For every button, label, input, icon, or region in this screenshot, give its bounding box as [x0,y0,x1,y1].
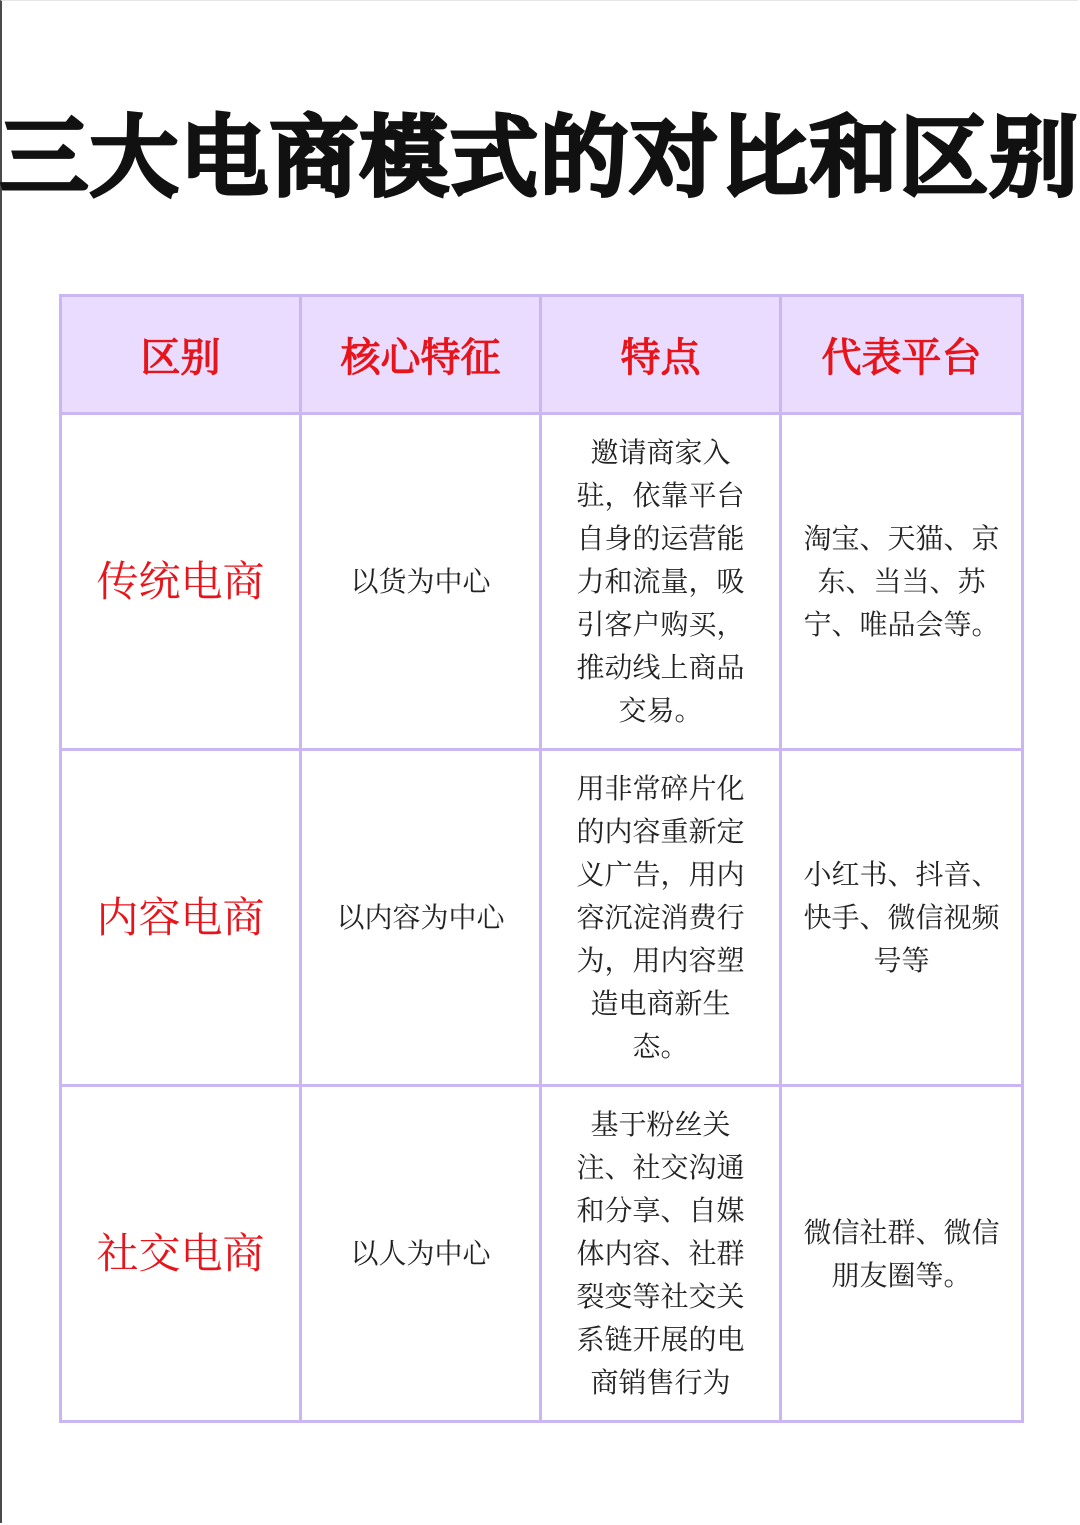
row-name: 传统电商 [61,414,301,750]
header-difference: 区别 [61,296,301,414]
comparison-table [59,294,1024,1423]
header-platforms: 代表平台 [781,296,1023,414]
row-core: 以内容为中心 [301,750,541,1086]
table-row [61,1086,1023,1422]
row-name: 内容电商 [61,750,301,1086]
table-header-row [61,296,1023,414]
row-core: 以货为中心 [301,414,541,750]
row-platforms: 淘宝、天猫、京东、当当、苏宁、唯品会等。 [781,414,1023,750]
row-feature: 邀请商家入驻，依靠平台自身的运营能力和流量，吸引客户购买，推动线上商品交易。 [541,414,781,750]
header-core-feature: 核心特征 [301,296,541,414]
row-platforms: 微信社群、微信朋友圈等。 [781,1086,1023,1422]
header-characteristics: 特点 [541,296,781,414]
table-row [61,750,1023,1086]
row-platforms: 小红书、抖音、快手、微信视频号等 [781,750,1023,1086]
page-title: 三大电商模式的对比和区别 [0,106,1080,209]
row-feature: 用非常碎片化的内容重新定义广告，用内容沉淀消费行为，用内容塑造电商新生态。 [541,750,781,1086]
table-row [61,414,1023,750]
row-feature: 基于粉丝关注、社交沟通和分享、自媒体内容、社群裂变等社交关系链开展的电商销售行为 [541,1086,781,1422]
row-name: 社交电商 [61,1086,301,1422]
row-core: 以人为中心 [301,1086,541,1422]
